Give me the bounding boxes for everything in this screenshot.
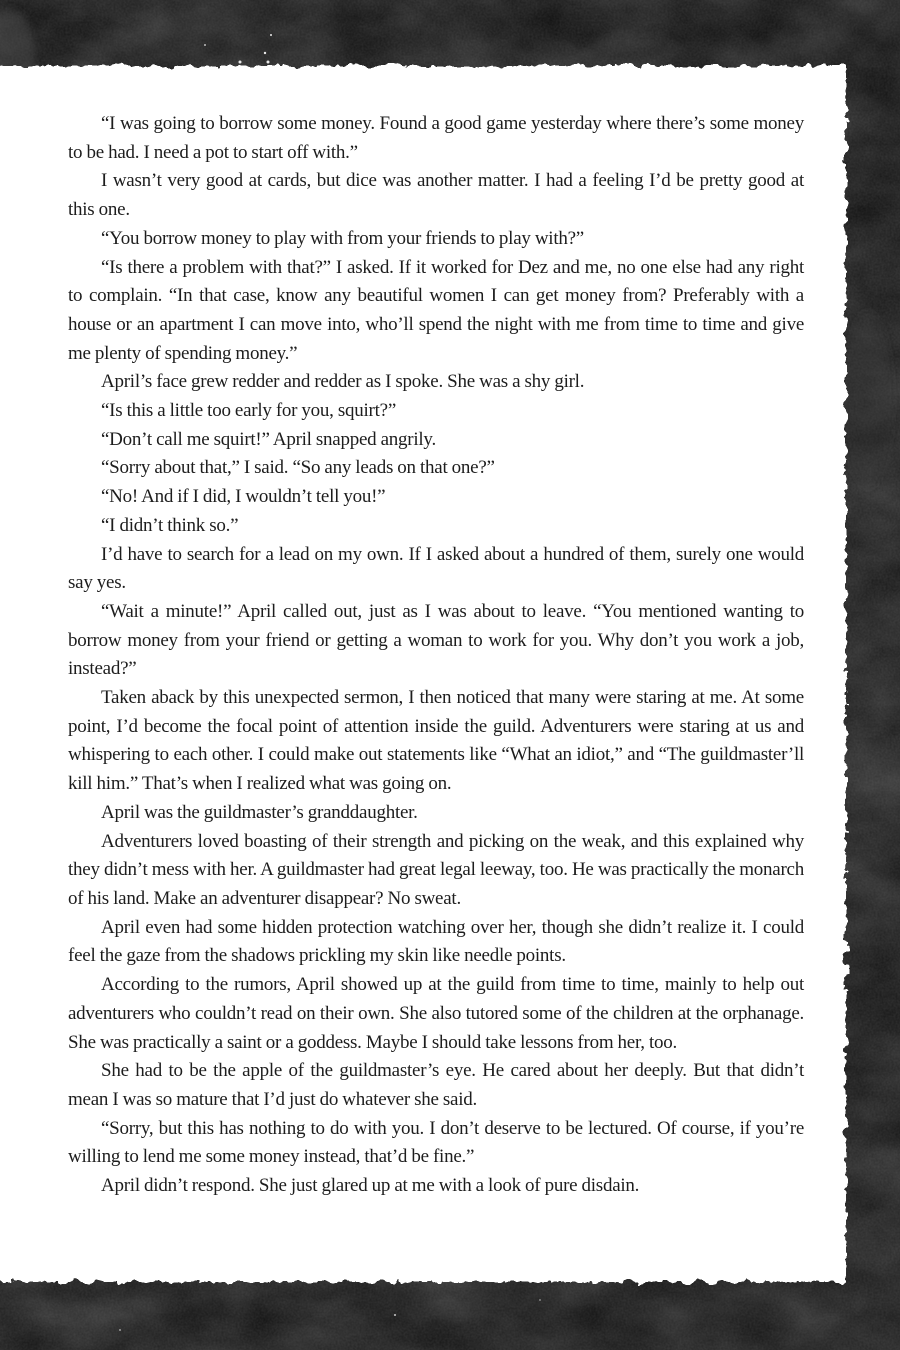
paragraph: “I was going to borrow some money. Found a good game yesterday where there’s some money to be had. I need a pot to start off with.” bbox=[68, 113, 804, 163]
paragraph: “Don’t call me squirt!” April snapped angrily. bbox=[101, 428, 436, 450]
paragraph: April even had some hidden protection watching over her, though she didn’t realize it. I could feel the gaze from the shadows prickling my skin like needle points. bbox=[68, 916, 804, 967]
paragraph: “Wait a minute!” April called out, just as I was about to leave. “You mentioned wanting to borrow money from your friend or getting a woman to work for you. Why don’t you work a job, instead?” bbox=[68, 600, 804, 680]
paragraph: I wasn’t very good at cards, but dice was another matter. I had a feeling I’d be pretty good at this one. bbox=[68, 170, 804, 221]
paragraph: I’d have to search for a lead on my own. If I asked about a hundred of them, surely one would say yes. bbox=[68, 543, 804, 594]
paragraph: “Sorry about that,” I said. “So any leads on that one?” bbox=[101, 457, 495, 479]
paragraph: She had to be the apple of the guildmaster’s eye. He cared about her deeply. But that didn’t mean I was so mature that I’d just do whatever she said. bbox=[68, 1060, 804, 1110]
paragraph: “Is there a problem with that?” I asked. If it worked for Dez and me, no one else had any right to complain. “In that case, know any beautiful women I can get money from? Preferably with a house or an apartment I can move into, who’ll spend the night with me from time to time and give me plenty of spending money.” bbox=[68, 256, 804, 364]
paragraph: Taken aback by this unexpected sermon, I then noticed that many were staring at me. At some point, I’d become the focal point of attention inside the guild. Adventurers were staring at us and whispering to each other. I could make out statements like “What an idiot,” and “The guildmaster’ll kill him.” That’s when I realized what was going on. bbox=[68, 687, 804, 795]
paragraph: “I didn’t think so.” bbox=[101, 514, 239, 536]
paragraph: April was the guildmaster’s granddaughter. bbox=[101, 801, 418, 823]
paragraph: Adventurers loved boasting of their strength and picking on the weak, and this explained why they didn’t mess with her. A guildmaster had great legal leeway, too. He was practically the monarch of his land. Make an adventurer disappear? No sweat. bbox=[68, 830, 804, 909]
paragraph: “Is this a little too early for you, squirt?” bbox=[101, 400, 397, 422]
paragraph: April’s face grew redder and redder as I spoke. She was a shy girl. bbox=[101, 371, 585, 393]
paragraph: “Sorry, but this has nothing to do with you. I don’t deserve to be lectured. Of course, if you’re willing to lend me some money instead, that’d be fine.” bbox=[68, 1117, 804, 1168]
paragraph: “You borrow money to play with from your friends to play with?” bbox=[101, 227, 584, 249]
paragraph: “No! And if I did, I wouldn’t tell you!” bbox=[101, 486, 386, 508]
paragraph: According to the rumors, April showed up at the guild from time to time, mainly to help out adventurers who couldn’t read on their own. She also tutored some of the children at the orphanage. She was practically a saint or a goddess. Maybe I should take lessons from her, too. bbox=[68, 974, 804, 1053]
paragraph: April didn’t respond. She just glared up at me with a look of pure disdain. bbox=[101, 1175, 640, 1197]
page-text bbox=[68, 110, 804, 1201]
